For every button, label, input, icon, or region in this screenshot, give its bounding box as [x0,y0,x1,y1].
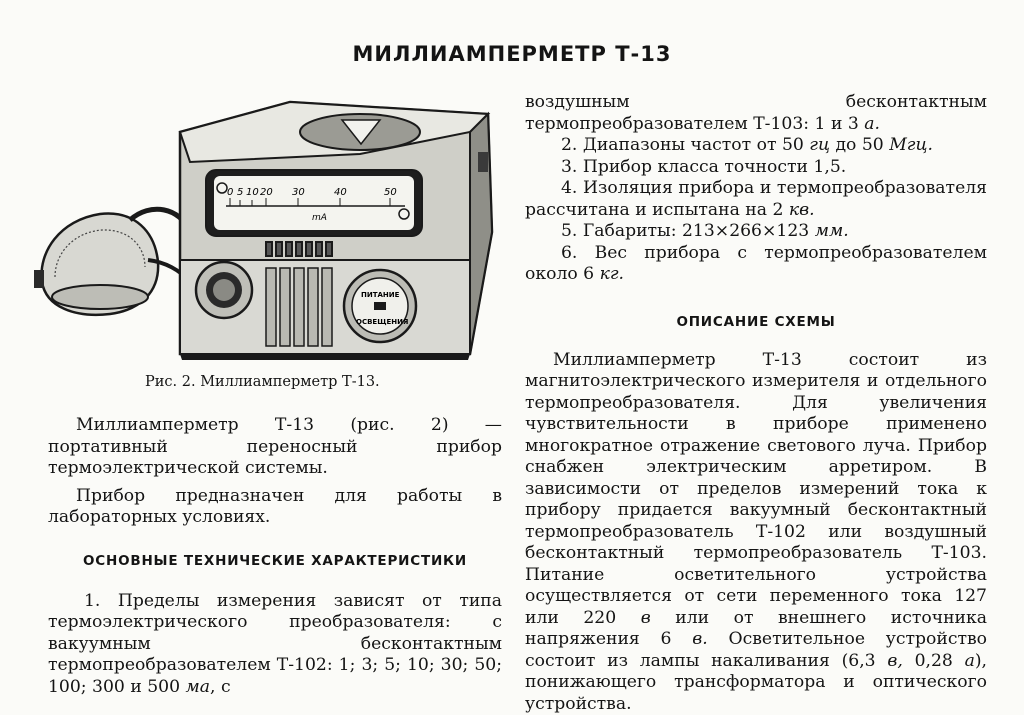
scale-label: 40 [334,187,347,198]
spec-item-2-text: 2. Диапазоны частот от 50 [561,135,804,155]
milliammeter-illustration [30,92,500,364]
desc-part-5: ), понижающего трансформатора и оптического устройства. [525,651,987,714]
description-paragraph [525,350,987,715]
intro-paragraph-1: Миллиамперметр Т-13 (рис. 2) — портативный переносный прибор термоэлектрической системы. [48,415,502,480]
spec-item-6-text: 6. Вес прибора с термопреобразователем около 6 [525,243,987,285]
spec-item-4-text: 4. Изоляция прибора и термопреобразователя рассчитана и испытана на 2 [525,178,987,220]
scale-label: 30 [292,187,305,198]
spec-item-5-text: 5. Габариты: 213×266×123 [561,221,809,241]
scale-label: 5 [237,187,243,198]
section-heading-description: ОПИСАНИЕ СХЕМЫ [525,314,987,330]
spec-item-1 [48,591,502,699]
desc-part-2: или от внешнего источника напряжения 6 [525,608,987,650]
scale-label: 20 [260,187,273,198]
scale-label: 10 [246,187,259,198]
left-column [48,415,502,698]
desc-part-1: Миллиамперметр Т-13 состоит из магнитоэлектрического измерителя и отдельного термопреобразователя. Для увеличения чувствительности в приборе применено многократное отражение светового луча. Прибор снабжен электрическим арретиром. В зависимости от пределов измерений тока к прибору придается вакуумный бесконтактный термопреобразователь Т-102 или воздушный бесконтактный термопреобразователь Т-103. Питание осветительного устройства осуществляется от сети переменного тока 127 или 220 [525,350,987,628]
spec-item-1-cont-text: воздушным бесконтактным термопреобразователем Т-103: 1 и 3 [525,92,987,134]
desc-part-4: 0,28 [915,651,953,671]
spec-item-1-continued [525,92,987,135]
right-column [525,92,987,715]
unit-label: mA [312,213,327,223]
spec-item-3: 3. Прибор класса точности 1,5. [525,157,987,179]
vent-slots [266,242,332,256]
spec-item-5 [525,221,987,243]
desc-unit-1: в [641,608,651,628]
section-heading-specs: ОСНОВНЫЕ ТЕХНИЧЕСКИЕ ХАРАКТЕРИСТИКИ [48,553,502,569]
figure-caption: Рис. 2. Миллиамперметр Т-13. [145,374,380,390]
panel-label-lighting: ОСВЕЩЕНИЯ [356,318,408,326]
scale-label: 50 [384,187,397,198]
spec-item-2 [525,135,987,157]
spec-item-6-unit: кг. [600,264,624,284]
spec-item-1-text: 1. Пределы измерения зависят от типа термоэлектрического преобразователя: с вакуумным бесконтактным термопреобразователем Т-102: 1; 3; 5; 10; 30; 50; 100; 300 и 500 [48,591,502,697]
spec-item-1-unit: ма [186,677,211,697]
desc-unit-2: в. [692,629,707,649]
spec-item-2-unit-2: Мгц. [889,135,933,155]
spec-item-1-tail: , с [210,677,231,697]
desc-unit-3: в, [887,651,902,671]
spec-item-6 [525,243,987,286]
spec-item-4-unit: кв. [789,200,815,220]
page-title: МИЛЛИАМПЕРМЕТР Т-13 [0,42,1024,66]
spec-item-2-unit-1: гц [809,135,830,155]
desc-part-3: Осветительное устройство состоит из лампы накаливания (6,3 [525,629,987,671]
intro-paragraph-2: Прибор предназначен для работы в лабораторных условиях. [48,486,502,529]
desc-unit-4: а [965,651,975,671]
spec-item-5-unit: мм. [815,221,849,241]
scale-label: 0 [227,187,233,198]
panel-label-power: ПИТАНИЕ [361,291,400,299]
spec-item-1-cont-unit: а. [864,114,880,134]
front-grille [266,268,332,346]
spec-item-2-mid: до 50 [835,135,883,155]
spec-item-4 [525,178,987,221]
